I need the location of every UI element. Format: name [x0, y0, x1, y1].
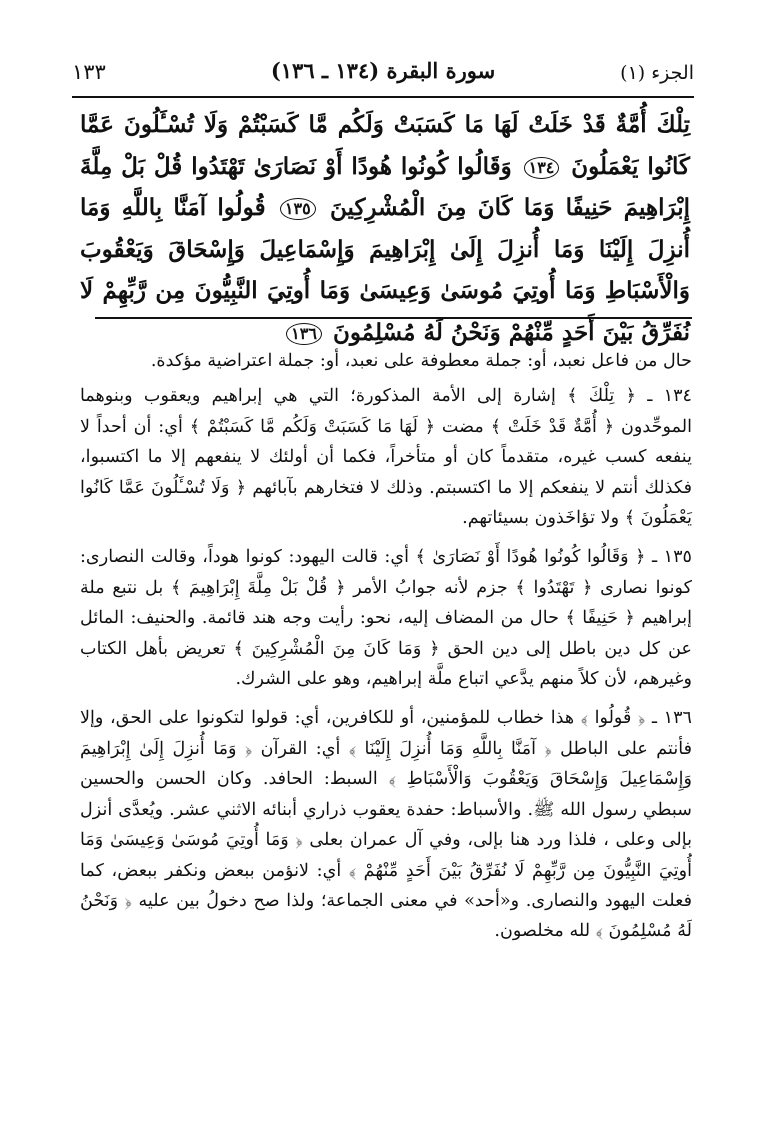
commentary-verse-134: ١٣٤ ـ ﴿ تِلْكَ ﴾ إشارة إلى الأمة المذكورة؛ التي هي إبراهيم ويعقوب وبنوهما الموحِّدون ﴿ أُمَّةٌ قَدْ خَلَتْ ﴾ مضت ﴿ لَهَا مَا كَسَبَتْ وَلَكُم مَّا كَسَبْتُمْ ﴾ أي: أن أحداً لا ينفعه كسب غيره، متقدماً كان أو متأخراً، فكما أن أولئك لا ينفعهم إلا ما اكتسبوا، فكذلك أنتم لا ينفعكم إلا ما اكتسبتم. وذلك لا فتخارهم بآبائهم ﴿ وَلَا تُسْـَٔلُونَ عَمَّا كَانُوا يَعْمَلُونَ ﴾ ولا تؤاخَذون بسيئاتهم.	[80, 386, 692, 529]
verse-134: تِلْكَ أُمَّةٌ قَدْ خَلَتْ لَهَا مَا كَسَبَتْ وَلَكُم مَّا كَسَبْتُمْ وَلَا تُسْـَٔلُونَ عَمَّا كَانُوا يَعْمَلُونَ	[80, 111, 690, 180]
surah-title: سورة البقرة (١٣٤ ـ ١٣٦)	[270, 58, 496, 83]
verse-number-135: ١٣٥	[280, 198, 316, 220]
verse-136: قُولُوا آمَنَّا بِاللَّهِ وَمَا أُنزِلَ إِلَيْنَا وَمَا أُنزِلَ إِلَىٰ إِبْرَاهِيمَ وَإِسْمَاعِيلَ وَإِسْحَاقَ وَيَعْقُوبَ وَالْأَسْبَاطِ وَمَا أُوتِيَ مُوسَىٰ وَعِيسَىٰ وَمَا أُوتِيَ النَّبِيُّونَ مِن رَّبِّهِمْ لَا نُفَرِّقُ بَيْنَ أَحَدٍ مِّنْهُمْ وَنَحْنُ لَهُ مُسْلِمُونَ	[80, 194, 690, 346]
verse-number-134: ١٣٤	[524, 157, 560, 179]
quran-text-block	[80, 104, 690, 353]
page-number: ١٣٣	[72, 60, 106, 84]
commentary-block	[80, 346, 692, 956]
part-label: الجزء (١)	[620, 62, 694, 84]
quran-divider-rule	[95, 317, 692, 319]
commentary-verse-135: ١٣٥ ـ ﴿ وَقَالُوا كُونُوا هُودًا أَوْ نَصَارَىٰ ﴾ أي: قالت اليهود: كونوا هوداً، وقالت النصارى: كونوا نصارى ﴿ تَهْتَدُوا ﴾ جزم لأنه جوابُ الأمر ﴿ قُلْ بَلْ مِلَّةَ إِبْرَاهِيمَ ﴾ بل نتبع ملة إبراهيم ﴿ حَنِيفًا ﴾ حال من المضاف إليه، نحو: رأيت وجه هند قائمة. والحنيف: المائل عن كل دين باطل إلى دين الحق ﴿ وَمَا كَانَ مِنَ الْمُشْرِكِينَ ﴾ تعريض بأهل الكتاب وغيرهم، لأن كلاً منهم يدَّعي اتباع ملَّة إبراهيم، وهو على الشرك.	[80, 547, 693, 690]
verse-number-136: ١٣٦	[286, 323, 322, 345]
header-rule	[72, 96, 694, 98]
commentary-verse-136: ١٣٦ ـ ﴿ قُولُوا ﴾ هذا خطاب للمؤمنين، أو للكافرين، أي: قولوا لتكونوا على الحق، وإلا فأنتم على الباطل ﴿ آمَنَّا بِاللَّهِ وَمَا أُنزِلَ إِلَيْنَا ﴾ أي: القرآن ﴿ وَمَا أُنزِلَ إِلَىٰ إِبْرَاهِيمَ وَإِسْمَاعِيلَ وَإِسْحَاقَ وَيَعْقُوبَ وَالْأَسْبَاطِ ﴾ السبط: الحافد. وكان الحسن والحسين سبطي رسول الله ﷺ. والأسباط: حفدة يعقوب ذراري أبنائه الاثني عشر. ويُعدَّى أنزل بإلى وعلى ، فلذا ورد هنا بإلى، وفي آل عمران بعلى ﴿ وَمَا أُوتِيَ مُوسَىٰ وَعِيسَىٰ وَمَا أُوتِيَ النَّبِيُّونَ مِن رَّبِّهِمْ لَا نُفَرِّقُ بَيْنَ أَحَدٍ مِّنْهُمْ ﴾ أي: لانؤمن ببعض ونكفر ببعض، كما فعلت اليهود والنصارى. و«أحد» في معنى الجماعة؛ ولذا صح دخولُ بين عليه ﴿ وَنَحْنُ لَهُ مُسْلِمُونَ ﴾ لله مخلصون.	[80, 708, 692, 942]
commentary-continuation: حال من فاعل نعبد، أو: جملة معطوفة على نعبد، أو: جملة اعتراضية مؤكدة.	[150, 351, 692, 371]
page-header	[72, 56, 694, 94]
verse-135: وَقَالُوا كُونُوا هُودًا أَوْ نَصَارَىٰ تَهْتَدُوا قُلْ بَلْ مِلَّةَ إِبْرَاهِيمَ حَنِيفًا وَمَا كَانَ مِنَ الْمُشْرِكِينَ	[80, 152, 690, 221]
